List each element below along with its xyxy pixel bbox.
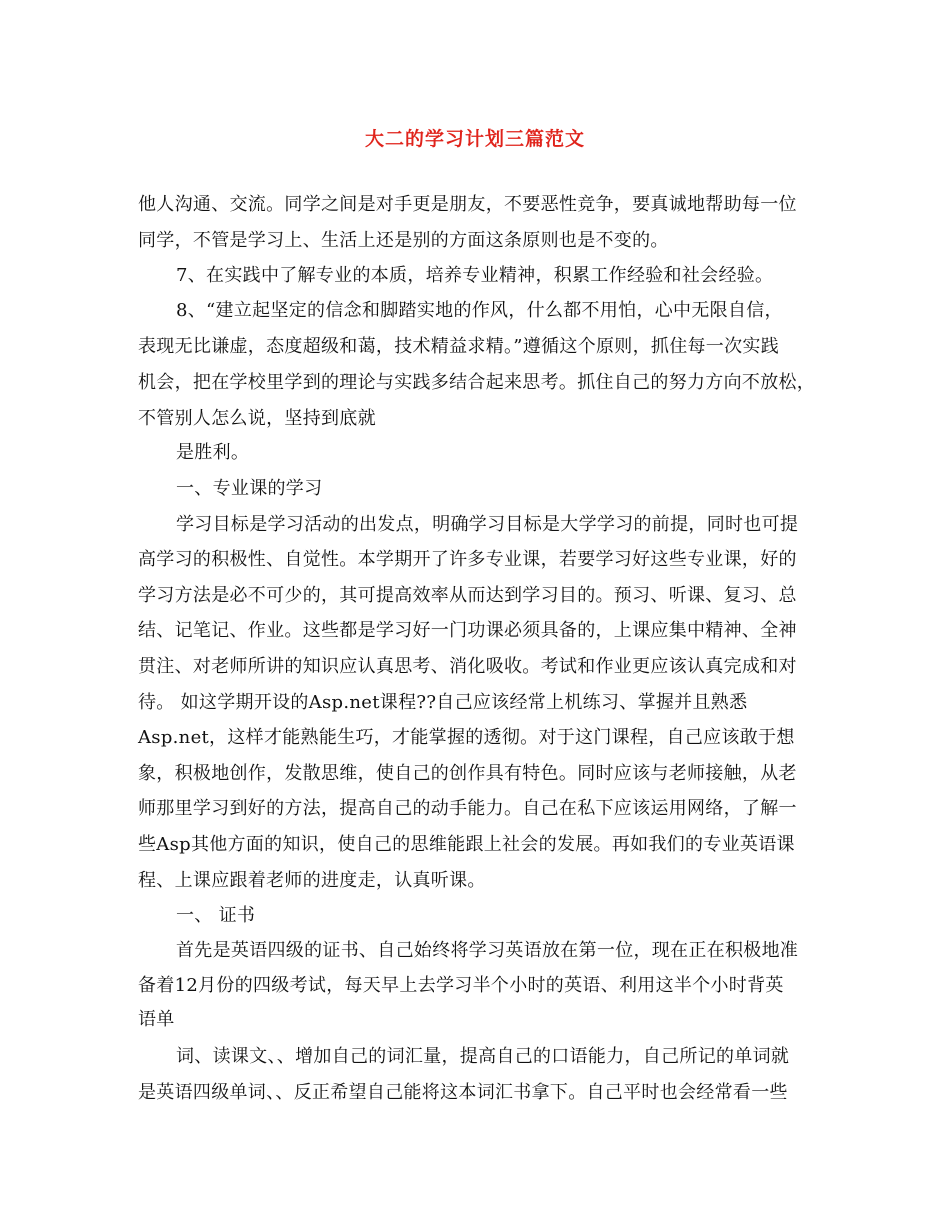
section-heading: 一、专业课的学习 <box>176 478 323 499</box>
text-line: 是胜利。 <box>176 442 250 463</box>
text-line: Asp.net，这样才能熟能生巧，才能掌握的透彻。对于这门课程，自己应该敢于想 <box>138 727 795 748</box>
text-line: 首先是英语四级的证书、自己始终将学习英语放在第一位，现在正在积极地准 <box>176 940 799 961</box>
text-line: 机会，把在学校里学到的理论与实践多结合起来思考。抓住自己的努力方向不放松， <box>138 372 816 393</box>
text-line: 他人沟通、交流。同学之间是对手更是朋友，不要恶性竞争，要真诚地帮助每一位 <box>138 194 797 215</box>
text-line: 学习方法是必不可少的，其可提高效率从而达到学习目的。预习、听课、复习、总 <box>138 585 797 606</box>
text-line: 不管别人怎么说，坚持到底就 <box>138 408 376 429</box>
text-line: 词、读课文、、增加自己的词汇量，提高自己的口语能力，自己所记的单词就 <box>176 1046 790 1067</box>
text-line: 程、上课应跟着老师的进度走，认真听课。 <box>138 870 486 891</box>
text-line: 备着12月份的四级考试，每天早上去学习半个小时的英语、利用这半个小时背英 <box>138 975 784 996</box>
text-line: 表现无比谦虚，态度超级和蔼，技术精益求精。”遵循这个原则，抓住每一次实践 <box>138 336 779 357</box>
text-line: 7、在实践中了解专业的本质，培养专业精神，积累工作经验和社会经验。 <box>176 265 774 286</box>
text-line: 语单 <box>138 1009 175 1030</box>
text-line: 贯注、对老师所讲的知识应认真思考、消化吸收。考试和作业更应该认真完成和对 <box>138 656 797 677</box>
text-line: 些Asp其他方面的知识，使自己的思维能跟上社会的发展。再如我们的专业英语课 <box>138 834 795 855</box>
text-line: 同学，不管是学习上、生活上还是别的方面这条原则也是不变的。 <box>138 230 669 251</box>
text-line: 师那里学习到好的方法，提高自己的动手能力。自己在私下应该运用网络，了解一 <box>138 798 797 819</box>
text-line: 8、“建立起坚定的信念和脚踏实地的作风，什么都不用怕，心中无限自信， <box>176 300 783 321</box>
section-heading: 一、 证书 <box>176 905 256 926</box>
document-title: 大二的学习计划三篇范文 <box>364 128 585 150</box>
text-line: 学习目标是学习活动的出发点，明确学习目标是大学学习的前提，同时也可提 <box>176 514 799 535</box>
text-line: 结、记笔记、作业。这些都是学习好一门功课必须具备的，上课应集中精神、全神 <box>138 620 797 641</box>
text-line: 象，积极地创作，发散思维，使自己的创作具有特色。同时应该与老师接触，从老 <box>138 763 797 784</box>
text-line: 待。 如这学期开设的Asp.net课程??自己应该经常上机练习、掌握并且熟悉 <box>138 692 748 713</box>
text-line: 高学习的积极性、自觉性。本学期开了许多专业课，若要学习好这些专业课，好的 <box>138 549 797 570</box>
text-line: 是英语四级单词、、反正希望自己能将这本词汇书拿下。自己平时也会经常看一些 <box>138 1082 788 1103</box>
